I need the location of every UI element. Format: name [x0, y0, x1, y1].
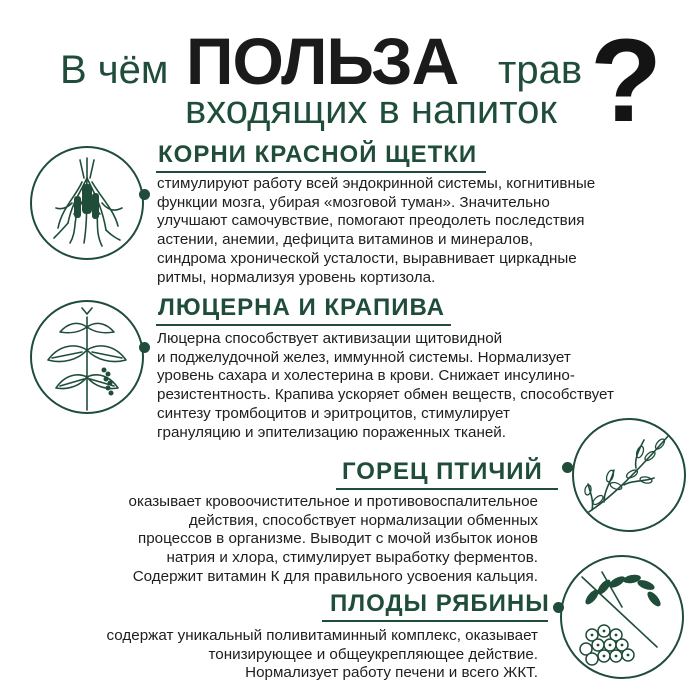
text-line: процессов в организме. Выводит с мочой избыток ионов — [137, 530, 538, 548]
section-underline — [156, 324, 451, 326]
section-text-nettle — [157, 330, 614, 442]
section-underline — [322, 620, 548, 622]
text-line: стимулируют работу всей эндокринной системы, когнитивные — [157, 175, 596, 192]
text-line: и поджелудочной желез, иммунной системы. Нормализует — [157, 348, 571, 366]
text-line: синдрома хронической усталости, выравнивает циркадные — [157, 249, 577, 267]
text-line: Содержит витамин К для правильного усвоения кальция. — [132, 567, 538, 585]
text-line: функции мозга, убирая «мозговой туман». Значительно — [157, 193, 550, 211]
title-highlight: ПОЛЬЗА — [186, 24, 459, 98]
section-title-knotgrass: ГОРЕЦ ПТИЧИЙ — [342, 458, 543, 485]
title-line2: входящих в напиток — [185, 88, 557, 132]
text-line: натрия и хлора, стимулирует выработку ферментов. — [166, 549, 538, 567]
section-text-roots — [157, 175, 595, 287]
knotgrass-icon — [572, 418, 686, 532]
text-line: действия, способствует нормализации обменных — [188, 511, 538, 529]
section-title-roots: КОРНИ КРАСНОЙ ЩЕТКИ — [158, 141, 478, 168]
text-line: содержат уникальный поливитаминный комплекс, оказывает — [106, 627, 538, 644]
section-bullet — [139, 189, 150, 200]
section-bullet — [139, 342, 150, 353]
text-line: тонизирующее и общеукрепляющее действие. — [208, 645, 538, 663]
text-line: грануляцию и эпителизацию пораженных тканей. — [157, 423, 506, 441]
text-line: синтезу тромбоцитов и эритроцитов, стимулирует — [157, 404, 510, 422]
section-underline — [156, 171, 486, 173]
question-mark: ? — [590, 15, 663, 147]
nettle-icon — [30, 300, 144, 414]
section-bullet — [553, 602, 564, 613]
section-text-rowan — [107, 627, 538, 683]
text-line: астении, анемии, дефицита витаминов и минералов, — [157, 231, 534, 249]
text-line: оказывает кровоочистительное и противовоспалительное — [128, 493, 538, 510]
text-line: Нормализует работу печени и всего ЖКТ. — [245, 664, 538, 682]
text-line: улучшают самочувствие, помогают преодолеть последствия — [157, 212, 585, 230]
section-title-rowan: ПЛОДЫ РЯБИНЫ — [330, 590, 550, 617]
section-underline — [336, 488, 558, 490]
title-prefix: В чём — [60, 48, 169, 92]
section-title-nettle: ЛЮЦЕРНА И КРАПИВА — [158, 294, 445, 321]
text-line: резистентность. Крапива ускоряет обмен веществ, способствует — [157, 386, 614, 404]
roots-icon — [30, 146, 144, 260]
text-line: Люцерна способствует активизации щитовидной — [157, 330, 503, 347]
rowan-berries-icon — [560, 555, 684, 679]
title-suffix: трав — [498, 48, 583, 92]
section-bullet — [562, 462, 573, 473]
text-line: ритмы, нормализуя уровень кортизола. — [157, 268, 436, 286]
section-text-knotgrass — [129, 493, 538, 587]
text-line: уровень сахара и холестерина в крови. Снижает инсулино- — [157, 367, 575, 385]
